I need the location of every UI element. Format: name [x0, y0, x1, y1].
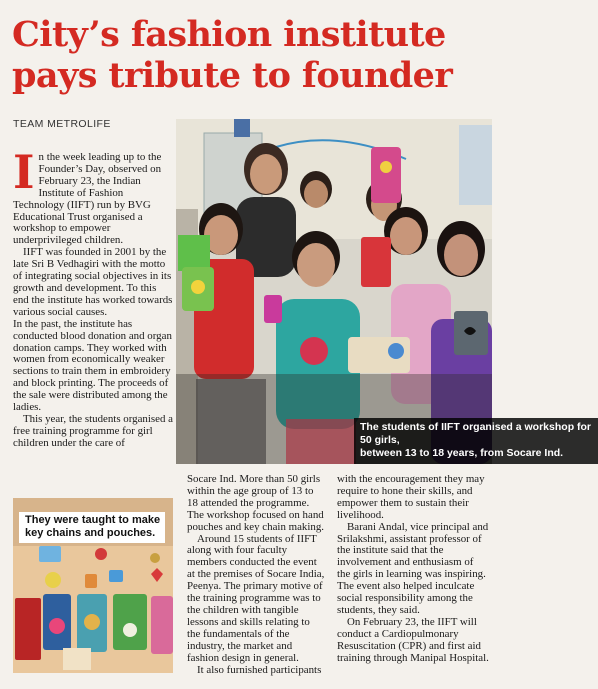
students-group-photo — [176, 119, 492, 464]
article-column-3 — [337, 474, 489, 665]
paragraph: It also furnished participants — [197, 663, 322, 676]
paragraph: Socare Ind. More than 50 girls within the age group of 13 to 18 attended the programme. The workshop focused on hand pouches and key chain making. — [187, 473, 324, 533]
paragraph: Around 15 students of IIFT along with four faculty members conducted the event at the premises of Socare India, Peenya. The primary motive of the training programme was to the children with tangible lessons and skills relating to the fundamentals of the industry, the market and fashion design in general. — [187, 532, 325, 664]
byline: TEAM METROLIFE — [13, 118, 111, 130]
caption-line: key chains and pouches. — [25, 527, 156, 539]
paragraph: with the encouragement they may require to hone their skills, and empower them to sustain their livelihood. — [337, 473, 485, 521]
caption-line: between 13 to 18 years, from Socare Ind. — [360, 447, 564, 459]
paragraph: This year, the students organised a free training programme for girl children under the care of — [13, 412, 173, 449]
article-column-1 — [13, 145, 173, 450]
drop-cap: I — [13, 145, 35, 199]
main-photo-caption — [354, 418, 598, 464]
crafts-photo-caption — [19, 512, 165, 543]
paragraph-text: n the week leading up to the Founder’s Day, observed on February 23, the Indian Institute of Fashion Technology (IIFT) run by BVG Educational Trust organised a workshop to empower underprivileged children. — [13, 151, 162, 247]
headline — [12, 14, 492, 96]
paragraph: Barani Andal, vice principal and Srilakshmi, assistant professor of the institute said that the involvement and enthusiasm of the girls in learning was inspiring. The event also helped inculcate social responsibility among the students, they said. — [337, 520, 489, 616]
caption-line: The students of IIFT organised a workshop for 50 girls, — [360, 421, 592, 446]
headline-line-2: pays tribute to founder — [12, 55, 453, 96]
paragraph — [13, 145, 173, 247]
headline-line-1: City’s fashion institute — [12, 14, 446, 55]
paragraph: In the past, the institute has conducted blood donation and organ donation camps. They worked with women from economically weaker sections to train them in embroidery and block printing. The proceeds of the sale were distributed among the ladies. — [13, 317, 172, 414]
article-column-2 — [187, 474, 325, 676]
paragraph: On February 23, the IIFT will conduct a Cardiopulmonary Resuscitation (CPR) and first aid training through Manipal Hospital. — [337, 615, 489, 664]
paragraph: IIFT was founded in 2001 by the late Sri B Vedhagiri with the motto of integrating social objectives in its growth and development. To this end the institute has worked towards various social causes. — [13, 246, 173, 318]
main-photo — [176, 119, 592, 464]
caption-line: They were taught to make — [25, 514, 161, 526]
crafts-photo — [13, 498, 173, 673]
